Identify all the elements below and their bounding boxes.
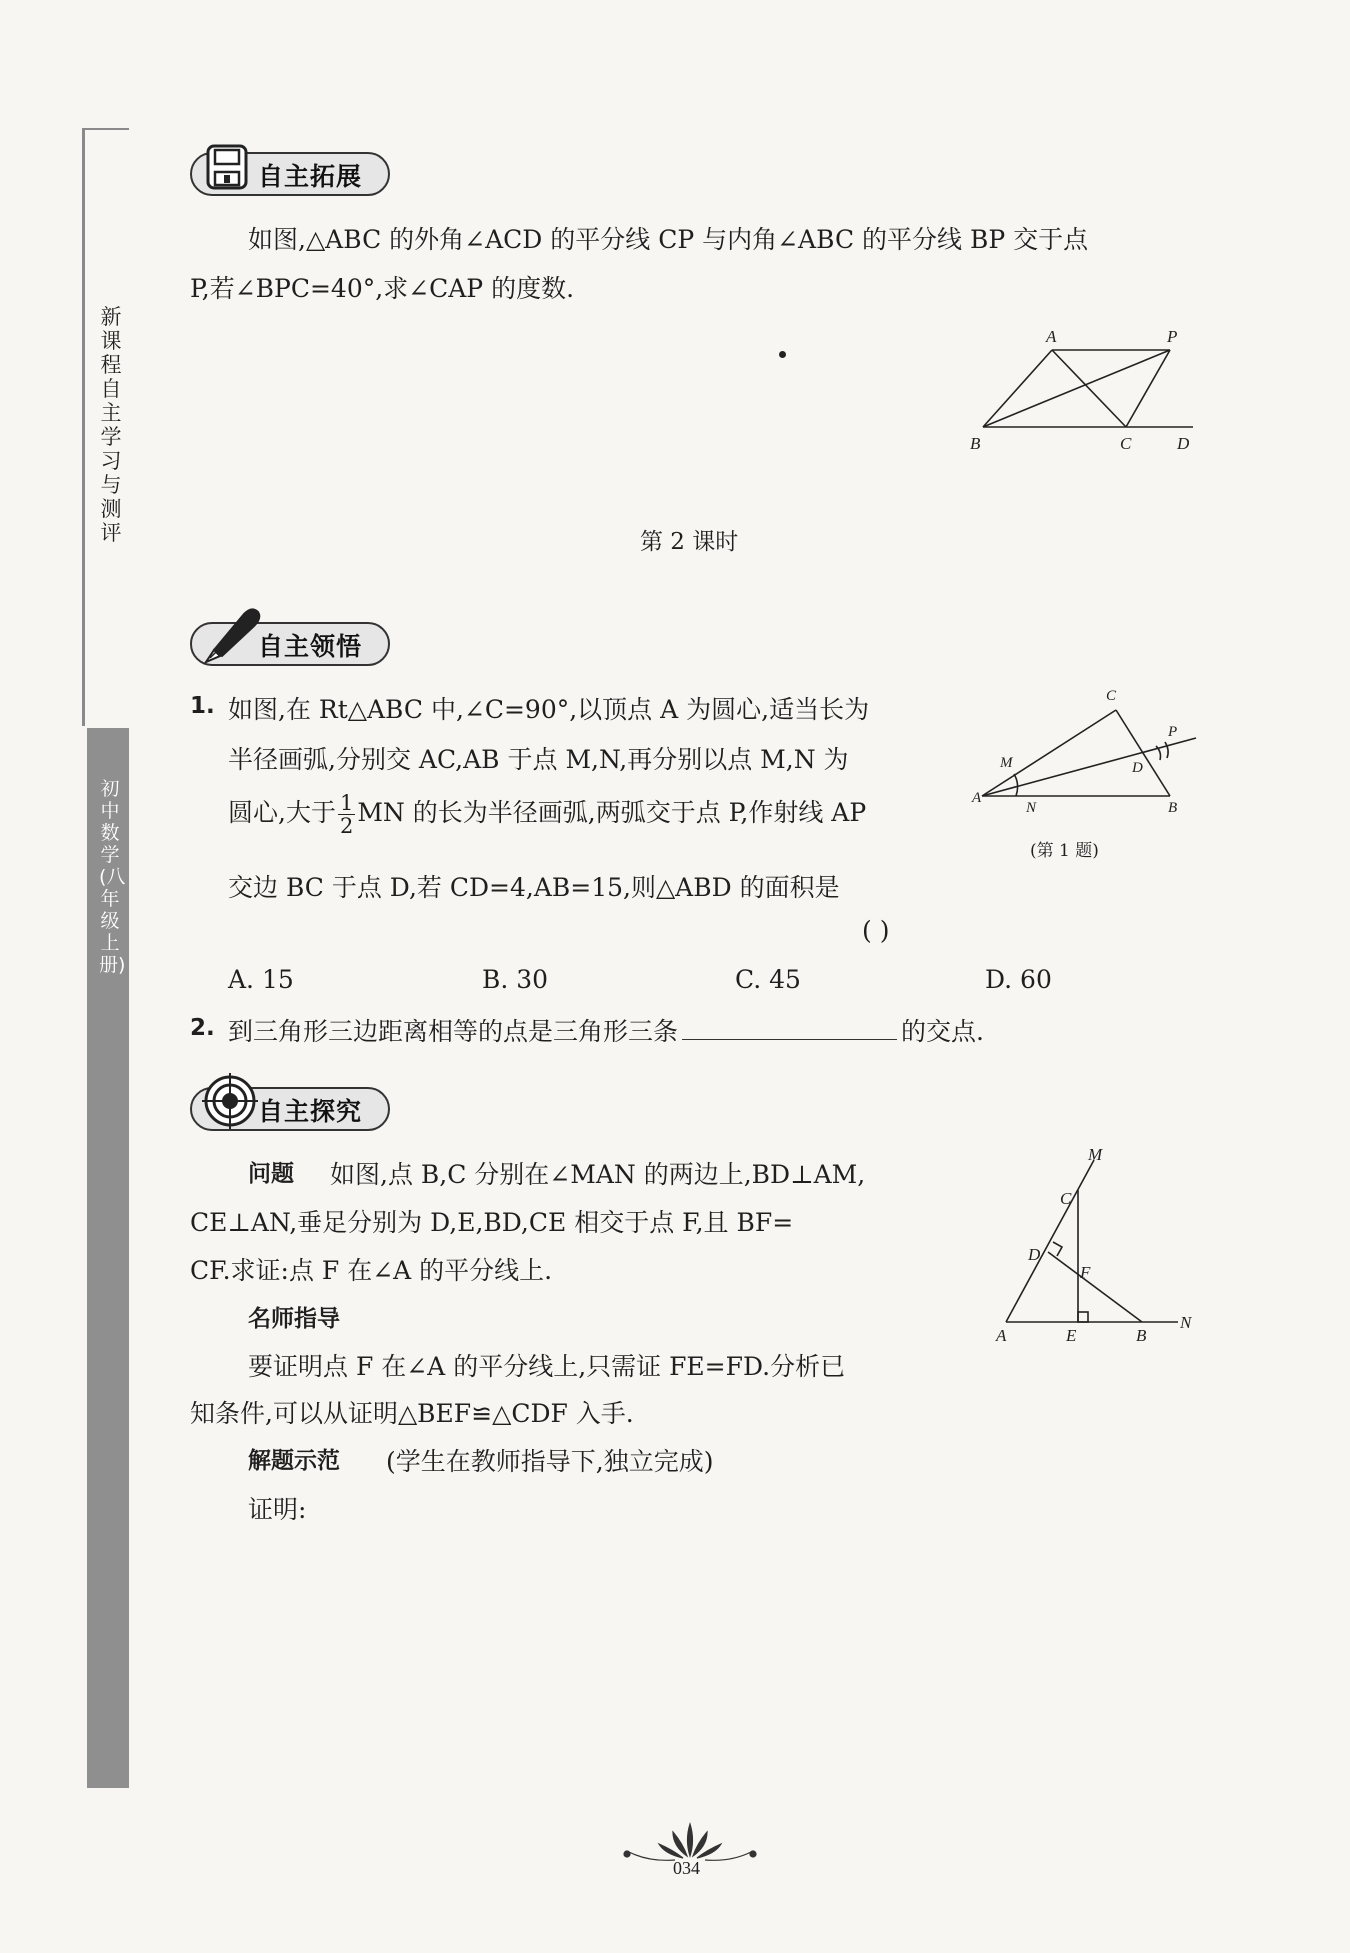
q1-line3-start: 圆心,大于 — [228, 798, 336, 827]
page-number: 034 — [673, 1858, 700, 1878]
fig3-label-M: M — [1088, 1148, 1103, 1164]
fig3-label-D: D — [1028, 1245, 1041, 1264]
section-title-explore: 自主探究 — [258, 1097, 363, 1126]
section-badge-explore — [190, 1087, 390, 1131]
q1-frac-numerator: 1 — [339, 791, 354, 815]
q1-fraction — [338, 792, 355, 837]
section-title-comprehend: 自主领悟 — [258, 632, 363, 661]
target-icon — [202, 1073, 258, 1129]
fig2-label-C: C — [1106, 688, 1117, 704]
problem-line3: CF.求证:点 F 在∠A 的平分线上. — [190, 1256, 553, 1285]
problem-line1: 如图,点 B,C 分别在∠MAN 的两边上,BD⊥AM, — [330, 1160, 866, 1189]
print-dot — [779, 351, 786, 358]
fig2-label-N: N — [1026, 800, 1037, 816]
fig3-label-B: B — [1136, 1326, 1147, 1345]
expand-text-line1: 如图,△ABC 的外角∠ACD 的平分线 CP 与内角∠ABC 的平分线 BP 交于点 — [248, 225, 1089, 254]
series-title: 新课程自主学习与测评 — [100, 305, 122, 545]
q1-line4: 交边 BC 于点 D,若 CD=4,AB=15,则△ABD 的面积是 — [228, 873, 840, 902]
fig1-label-D: D — [1177, 434, 1190, 453]
fig1-label-P: P — [1167, 327, 1178, 346]
fig2-label-B: B — [1168, 800, 1178, 816]
demo-note: (学生在教师指导下,独立完成) — [386, 1447, 714, 1476]
expand-figure — [960, 322, 1210, 462]
fig3-label-N: N — [1180, 1313, 1192, 1332]
section-badge-comprehend — [190, 622, 390, 666]
q1-option-c: C. 45 — [735, 965, 801, 994]
q1-figure-caption: (第 1 题) — [1030, 841, 1099, 861]
q2-number: 2. — [190, 1015, 215, 1041]
q1-line3-end: MN 的长为半径画弧,两弧交于点 P,作射线 AP — [357, 798, 867, 827]
floppy-disk-icon — [206, 144, 250, 192]
problem-line2: CE⊥AN,垂足分别为 D,E,BD,CE 相交于点 F,且 BF= — [190, 1208, 794, 1237]
section-title-expand: 自主拓展 — [258, 162, 363, 191]
q1-number: 1. — [190, 693, 215, 719]
fig1-label-C: C — [1120, 434, 1132, 453]
q1-figure — [970, 682, 1202, 822]
q2-answer-blank[interactable] — [682, 1015, 897, 1040]
q1-answer-paren: ( ) — [862, 916, 890, 945]
fig2-label-M: M — [1000, 755, 1013, 771]
lesson-title: 第 2 课时 — [640, 529, 739, 555]
q1-option-b: B. 30 — [482, 965, 549, 994]
guide-line1: 要证明点 F 在∠A 的平分线上,只需证 FE=FD.分析已 — [248, 1352, 846, 1381]
fig3-label-F: F — [1080, 1263, 1091, 1282]
q1-frac-denominator: 2 — [339, 814, 354, 838]
fig1-label-B: B — [970, 434, 981, 453]
fig3-label-C: C — [1060, 1189, 1072, 1208]
fig2-label-A: A — [972, 790, 982, 806]
q1-line2: 半径画弧,分别交 AC,AB 于点 M,N,再分别以点 M,N 为 — [228, 745, 849, 774]
fig1-label-A: A — [1046, 327, 1057, 346]
expand-text-line2: P,若∠BPC=40°,求∠CAP 的度数. — [190, 274, 575, 303]
proof-label: 证明: — [248, 1495, 307, 1524]
q1-option-d: D. 60 — [985, 965, 1052, 994]
fig3-label-E: E — [1066, 1326, 1077, 1345]
fig2-label-D: D — [1132, 760, 1143, 776]
q2-text — [228, 1012, 984, 1048]
guide-line2: 知条件,可以从证明△BEF≌△CDF 入手. — [190, 1399, 634, 1428]
explore-figure — [988, 1148, 1202, 1348]
section-badge-expand — [190, 152, 390, 196]
q1-option-a: A. 15 — [228, 965, 294, 994]
q2-text-start: 到三角形三边距离相等的点是三角形三条 — [228, 1017, 679, 1046]
q2-text-end: 的交点. — [901, 1017, 984, 1046]
fig3-label-A: A — [996, 1326, 1007, 1345]
subject-title: 初中数学(八年级上册) — [99, 778, 126, 976]
fountain-pen-icon — [200, 600, 264, 666]
q1-line3 — [228, 792, 866, 837]
demo-title: 解题示范 — [248, 1448, 340, 1474]
q1-line1: 如图,在 Rt△ABC 中,∠C=90°,以顶点 A 为圆心,适当长为 — [228, 695, 870, 724]
guide-title: 名师指导 — [248, 1306, 340, 1332]
fig2-label-P: P — [1168, 724, 1178, 740]
problem-label: 问题 — [248, 1161, 294, 1187]
